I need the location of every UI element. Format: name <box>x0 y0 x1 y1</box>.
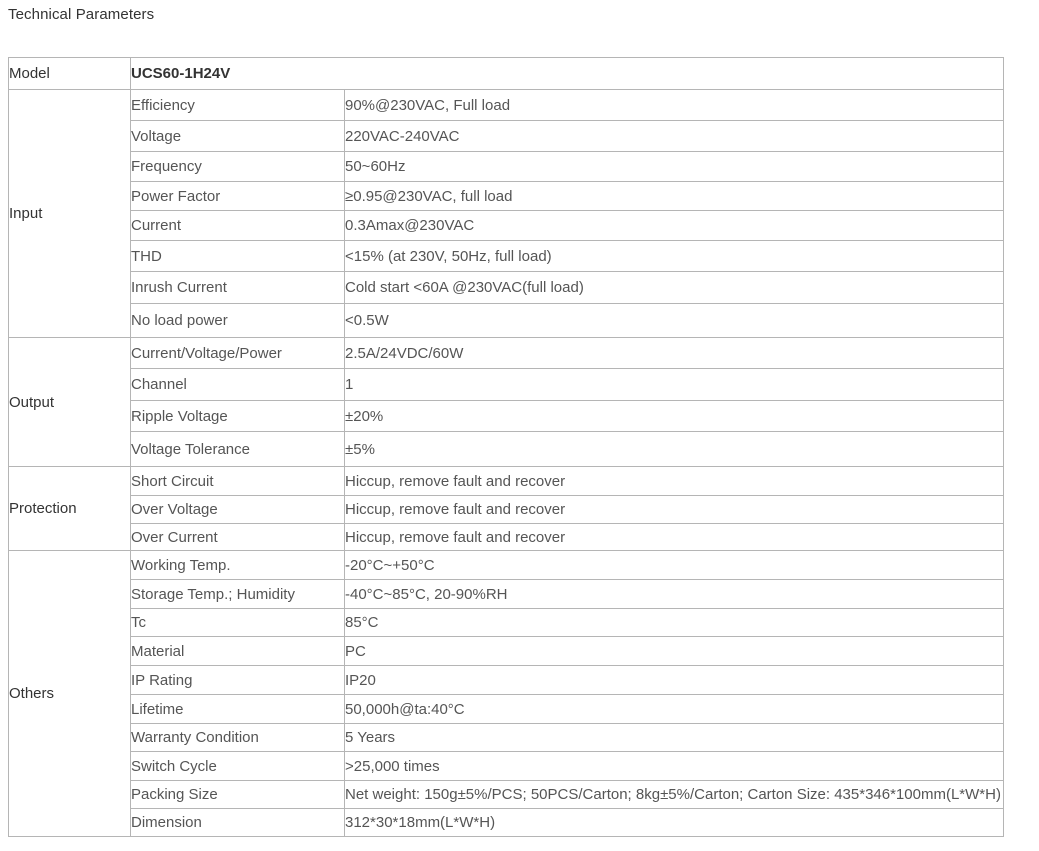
page-title: Technical Parameters <box>8 6 155 23</box>
param-name: Over Voltage <box>131 496 345 524</box>
table-row <box>9 304 1004 338</box>
param-value: 0.3Amax@230VAC <box>345 211 1004 241</box>
param-name: Warranty Condition <box>131 724 345 752</box>
param-value: 2.5A/24VDC/60W <box>345 338 1004 369</box>
table-row <box>9 152 1004 182</box>
table-row <box>9 752 1004 781</box>
table-row <box>9 637 1004 666</box>
param-name: Material <box>131 637 345 666</box>
param-name: Current <box>131 211 345 241</box>
group-label: Output <box>9 338 131 467</box>
param-value: 1 <box>345 369 1004 401</box>
param-name: Storage Temp.; Humidity <box>131 580 345 609</box>
param-name: Current/Voltage/Power <box>131 338 345 369</box>
param-value: IP20 <box>345 666 1004 695</box>
param-value: ±20% <box>345 401 1004 432</box>
param-name: No load power <box>131 304 345 338</box>
table-row <box>9 369 1004 401</box>
table-row <box>9 90 1004 121</box>
param-name: Switch Cycle <box>131 752 345 781</box>
model-value: UCS60-1H24V <box>131 58 1004 90</box>
param-name: Short Circuit <box>131 467 345 496</box>
model-label: Model <box>9 58 131 90</box>
param-value: 90%@230VAC, Full load <box>345 90 1004 121</box>
table-row <box>9 580 1004 609</box>
table-row <box>9 182 1004 211</box>
group-label: Others <box>9 551 131 837</box>
param-name: Voltage Tolerance <box>131 432 345 467</box>
param-name: Tc <box>131 609 345 637</box>
table-row <box>9 211 1004 241</box>
param-value: Hiccup, remove fault and recover <box>345 496 1004 524</box>
param-value: -20°C~+50°C <box>345 551 1004 580</box>
param-name: Efficiency <box>131 90 345 121</box>
param-name: Working Temp. <box>131 551 345 580</box>
table-row <box>9 524 1004 551</box>
param-value: >25,000 times <box>345 752 1004 781</box>
table-row <box>9 666 1004 695</box>
param-name: Power Factor <box>131 182 345 211</box>
param-name: Over Current <box>131 524 345 551</box>
param-name: Ripple Voltage <box>131 401 345 432</box>
param-value: 220VAC-240VAC <box>345 121 1004 152</box>
param-value: 85°C <box>345 609 1004 637</box>
param-value: Net weight: 150g±5%/PCS; 50PCS/Carton; 8kg±5%/Carton; Carton Size: 435*346*100mm(L*W*H) <box>345 781 1004 809</box>
param-value: <15% (at 230V, 50Hz, full load) <box>345 241 1004 272</box>
param-value: 5 Years <box>345 724 1004 752</box>
table-row <box>9 272 1004 304</box>
table-row <box>9 338 1004 369</box>
param-value: -40°C~85°C, 20-90%RH <box>345 580 1004 609</box>
param-value: PC <box>345 637 1004 666</box>
param-name: Lifetime <box>131 695 345 724</box>
param-value: Hiccup, remove fault and recover <box>345 467 1004 496</box>
table-row <box>9 695 1004 724</box>
spec-table <box>8 57 1004 837</box>
table-row <box>9 432 1004 467</box>
table-row <box>9 809 1004 837</box>
param-name: Frequency <box>131 152 345 182</box>
param-value: 312*30*18mm(L*W*H) <box>345 809 1004 837</box>
param-name: Inrush Current <box>131 272 345 304</box>
table-row <box>9 401 1004 432</box>
group-label: Protection <box>9 467 131 551</box>
param-value: ≥0.95@230VAC, full load <box>345 182 1004 211</box>
param-value: Hiccup, remove fault and recover <box>345 524 1004 551</box>
param-value: <0.5W <box>345 304 1004 338</box>
table-row <box>9 551 1004 580</box>
param-name: Dimension <box>131 809 345 837</box>
param-value: Cold start <60A @230VAC(full load) <box>345 272 1004 304</box>
table-row <box>9 241 1004 272</box>
table-row <box>9 781 1004 809</box>
table-row <box>9 121 1004 152</box>
param-name: THD <box>131 241 345 272</box>
group-label: Input <box>9 90 131 338</box>
table-row <box>9 467 1004 496</box>
param-name: Voltage <box>131 121 345 152</box>
param-name: Channel <box>131 369 345 401</box>
param-value: 50,000h@ta:40°C <box>345 695 1004 724</box>
param-name: Packing Size <box>131 781 345 809</box>
table-row <box>9 724 1004 752</box>
table-row <box>9 609 1004 637</box>
param-value: ±5% <box>345 432 1004 467</box>
param-name: IP Rating <box>131 666 345 695</box>
param-value: 50~60Hz <box>345 152 1004 182</box>
table-row <box>9 496 1004 524</box>
model-row <box>9 58 1004 90</box>
